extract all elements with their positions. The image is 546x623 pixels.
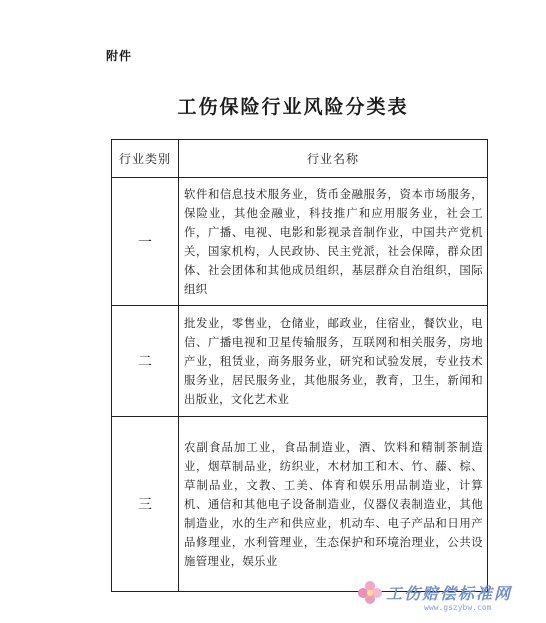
- category-cell: 二: [112, 306, 179, 417]
- header-industry-name: 行业名称: [179, 140, 488, 178]
- industry-list-cell: 软件和信息技术服务业，货币金融服务，资本市场服务，保险业，其他金融业，科技推广和应用服务业，社会工作，广播、电视、电影和影视录音制作业，中国共产党机关，国家机构，人民政协、民主党派，社会保障，群众团体、社会团体和其他成员组织，基层群众自治组织，国际组织: [179, 178, 488, 306]
- industry-list-cell: 批发业，零售业，仓储业，邮政业，住宿业，餐饮业，电信、广播电视和卫星传输服务，互联网和相关服务，房地产业，租赁业，商务服务业，研究和试验发展，专业技术服务业，居民服务业，其他服务业，教育，卫生，新闻和出版业，文化艺术业: [179, 306, 488, 417]
- document-title: 工伤保险行业风险分类表: [177, 96, 409, 118]
- category-cell: 一: [112, 178, 179, 306]
- site-watermark: [352, 579, 522, 615]
- watermark-url: www.gszybw.com: [424, 603, 492, 612]
- table-row: [112, 417, 488, 592]
- flower-logo-icon: [358, 581, 382, 605]
- table-row: [112, 178, 488, 306]
- attachment-label: 附件: [106, 49, 133, 63]
- watermark-title: 工伤赔偿标准网: [386, 584, 513, 603]
- risk-classification-table: [111, 139, 488, 592]
- table-row: [112, 306, 488, 417]
- header-category: 行业类别: [112, 140, 179, 178]
- industry-list-cell: 农副食品加工业，食品制造业，酒、饮料和精制茶制造业，烟草制品业，纺织业，木材加工和木、竹、藤、棕、草制品业，文教、工美、体育和娱乐用品制造业，计算机、通信和其他电子设备制造业，仪器仪表制造业，其他制造业，水的生产和供应业，机动车、电子产品和日用产品修理业，水利管理业，生态保护和环境治理业，公共设施管理业，娱乐业: [179, 417, 488, 592]
- table-header-row: [112, 140, 488, 178]
- category-cell: 三: [112, 417, 179, 592]
